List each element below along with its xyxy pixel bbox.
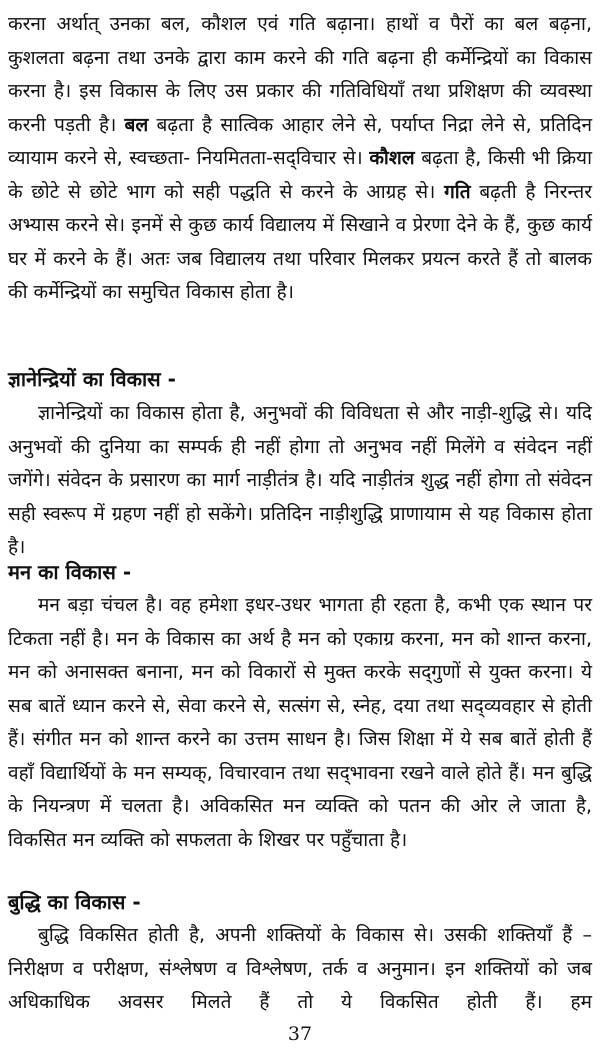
kaushal-term: कौशल — [369, 147, 415, 169]
gati-term: गति — [444, 180, 471, 203]
section-heading-gyanendriya: ज्ञानेन्द्रियों का विकास - — [8, 367, 176, 391]
intro-text-3: बढ़ता है, किसी भी क्रिया के छोटे से छोटे भाग को सही पद्धति से करने के आग्रह से। — [8, 147, 592, 203]
page-number: 37 — [287, 1023, 313, 1045]
intro-text-1: करना अर्थात् उनका बल, कौशल एवं गति बढ़ाना। हाथों व पैरों का बल बढ़ना, कुशलता बढ़ना तथा उनके द्वारा काम करने की गति बढ़ना ही कर्मेन्द्रियों का विकास करना है। इस विकास के लिए उस प्रकार की गतिविधियाँ तथा प्रशिक्षण की व्यवस्था करनी पड़ती है। — [8, 13, 592, 136]
section-heading-buddhi: बुद्धि का विकास - — [8, 890, 141, 914]
section-body-gyanendriya: ज्ञानेन्द्रियों का विकास होता है, अनुभवों की विविधता से और नाड़ी-शुद्धि से। यदि अनुभवों की दुनिया का सम्पर्क ही नहीं होगा तो अनुभव नहीं मिलेंगे व संवेदन नहीं जगेंगे। संवेदन के प्रसारण का मार्ग नाड़ीतंत्र है। यदि नाड़ीतंत्र शुद्ध नहीं होगा तो संवेदन सही स्वरूप में ग्रहण नहीं हो सकेंगे। प्रतिदिन नाड़ीशुद्धि प्राणायाम से यह विकास होता है। — [8, 402, 592, 558]
intro-paragraph — [8, 8, 592, 310]
intro-text-4: बढ़ती है निरन्तर अभ्यास करने से। इनमें से कुछ कार्य विद्यालय में सिखाने व प्रेरणा देने के हैं, कुछ कार्य घर में करने के हैं। अतः जब विद्यालय तथा परिवार मिलकर प्रयत्न करते हैं तो बालक की कर्मेन्द्रियों का समुचित विकास होता है। — [8, 180, 592, 303]
section-heading-man: मन का विकास - — [8, 560, 132, 584]
section-body-man: मन बड़ा चंचल है। वह हमेशा इधर-उधर भागता ही रहता है, कभी एक स्थान पर टिकता नहीं है। मन के विकास का अर्थ है मन को एकाग्र करना, मन को शान्त करना, मन को अनासक्त बनाना, मन को विकारों से मुक्त करके सद्‌गुणों से युक्त करना। ये सब बातें ध्यान करने से, सेवा करने से, सत्संग से, स्नेह, दया तथा सद्‌व्यवहार से होती हैं। संगीत मन को शान्त करने का उत्तम साधन है। जिस शिक्षा में ये सब बातें होती हैं वहाँ विद्यार्थियों के मन सम्यक्, विचारवान तथा सद्‌भावना रखने वाले होते हैं। मन बुद्धि के नियन्त्रण में चलता है। अविकसित मन व्यक्ति को पतन की ओर ले जाता है, विकसित मन व्यक्ति को सफलता के शिखर पर पहुँचाता है। — [8, 594, 592, 851]
intro-text-2: बढ़ता है सात्विक आहार लेने से, पर्याप्त निद्रा लेने से, प्रतिदिन व्यायाम करने से, स्वच्छता- नियमितता-सद्‌विचार से। — [8, 113, 592, 169]
bal-term: बल — [124, 113, 149, 136]
section-body-buddhi: बुद्धि विकसित होती है, अपनी शक्तियों के विकास से। उसकी शक्तियाँ हैं – निरीक्षण व परीक्षण, संश्लेषण व विश्लेषण, तर्क व अनुमान। इन शक्तियों को जब अधिकाधिक अवसर मिलते हैं तो ये विकसित होती हैं। हम — [8, 924, 592, 1013]
